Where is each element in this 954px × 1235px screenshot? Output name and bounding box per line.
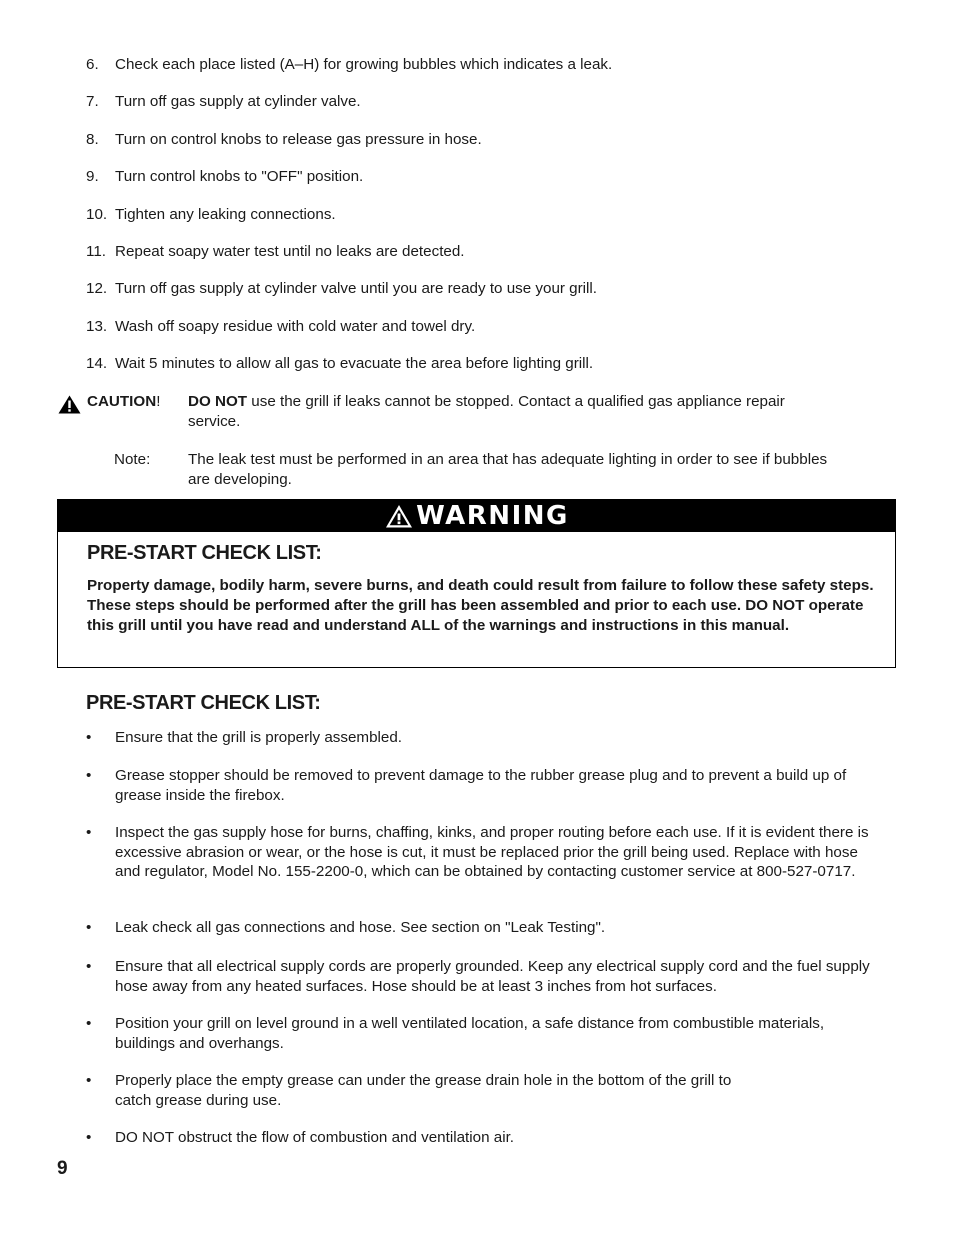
caution-bold-lead: DO NOT [188,393,248,410]
checklist-item-text: Ensure that the grill is properly assembled. [115,729,403,746]
step-text: Turn off gas supply at cylinder valve. [115,93,361,111]
step-text: Tighten any leaking connections. [115,205,336,223]
step-item [86,279,906,316]
checklist-item-text: Leak check all gas connections and hose. See section on "Leak Testing". [115,919,606,936]
caution-triangle-icon [58,395,81,414]
note-label: Note: [114,451,151,468]
checklist-item-text: Position your grill on level ground in a well ventilated location, a safe distance from combustible materials, buildings and overhangs. [115,1015,825,1052]
checklist-item [86,728,881,748]
step-item [86,317,906,354]
step-text: Turn off gas supply at cylinder valve until you are ready to use your grill. [115,280,598,298]
step-text: Turn on control knobs to release gas pressure in hose. [115,130,482,148]
step-number: 12. [86,280,108,298]
step-item [86,205,906,242]
step-item [86,130,906,167]
warning-triangle-icon [384,503,414,529]
caution-word: CAUTION [87,393,157,410]
bullet-icon: • [86,958,92,975]
note-text: The leak test must be performed in an area that has adequate lighting in order to see if bubbles are developing. [188,451,828,488]
bullet-icon: • [86,1129,92,1146]
step-text: Repeat soapy water test until no leaks are detected. [115,242,465,260]
step-item [86,55,906,92]
checklist-item-text: Inspect the gas supply hose for burns, chaffing, kinks, and proper routing before each use. If it is evident there is excessive abrasion or wear, or the hose is cut, it must be replaced prior the grill being used. Replace with hose and regulator, Model No. 155-2200-0, which can be obtained by contacting customer service at 800-527-0717. [115,824,869,880]
bullet-icon: • [86,729,92,746]
caution-mark: ! [156,393,161,410]
checklist-item [86,766,881,805]
step-text: Wash off soapy residue with cold water and towel dry. [115,317,476,335]
warning-title: WARNING [416,501,569,531]
checklist-item-text: Ensure that all electrical supply cords are properly grounded. Keep any electrical supply cord and the fuel supply hose away from any heated surfaces. Hose should be at least 3 inches from hot surfaces. [115,958,870,995]
checklist-item [86,1128,881,1148]
bullet-icon: • [86,824,92,841]
leak-test-steps [86,55,906,392]
caution-body: use the grill if leaks cannot be stopped. Contact a qualified gas appliance repair service. [188,393,785,430]
checklist-heading: PRE-START CHECK LIST: [86,692,321,714]
step-number: 6. [86,56,99,73]
bullet-icon: • [86,919,92,936]
warning-box [57,499,896,668]
checklist-item [86,957,881,996]
step-text: Check each place listed (A–H) for growing bubbles which indicates a leak. [115,56,613,73]
step-number: 14. [86,355,108,373]
checklist-item [86,918,881,938]
step-item [86,167,906,204]
step-number: 13. [86,317,108,335]
warning-heading: PRE-START CHECK LIST: [87,542,322,564]
step-item [86,354,906,391]
warning-body: Property damage, bodily harm, severe burns, and death could result from failure to follow these safety steps. These steps should be performed after the grill has been assembled and prior to each use. DO NOT operate this grill until you have read and understand ALL of the warnings and instructions in this manual. [87,577,874,634]
bullet-icon: • [86,1072,92,1089]
bullet-icon: • [86,1015,92,1032]
checklist-item [86,823,881,882]
caution-label [87,392,160,412]
caution-text [188,392,838,431]
bullet-icon: • [86,767,92,784]
step-item [86,92,906,129]
checklist-item [86,1014,881,1053]
step-item [86,242,906,279]
step-number: 8. [86,130,99,148]
step-number: 7. [86,93,99,111]
step-text: Turn control knobs to "OFF" position. [115,168,364,186]
step-number: 10. [86,205,108,223]
checklist-item-text: DO NOT obstruct the flow of combustion and ventilation air. [115,1129,515,1146]
step-number: 9. [86,168,99,186]
warning-banner [58,500,895,532]
checklist-item-text: Grease stopper should be removed to prevent damage to the rubber grease plug and to prevent a build up of grease inside the firebox. [115,767,847,804]
page-number: 9 [57,1158,68,1179]
checklist-item-text: Properly place the empty grease can under the grease drain hole in the bottom of the grill to catch grease during use. [115,1072,732,1109]
checklist-item [86,1071,881,1110]
step-number: 11. [86,242,106,260]
step-text: Wait 5 minutes to allow all gas to evacuate the area before lighting grill. [115,355,594,373]
